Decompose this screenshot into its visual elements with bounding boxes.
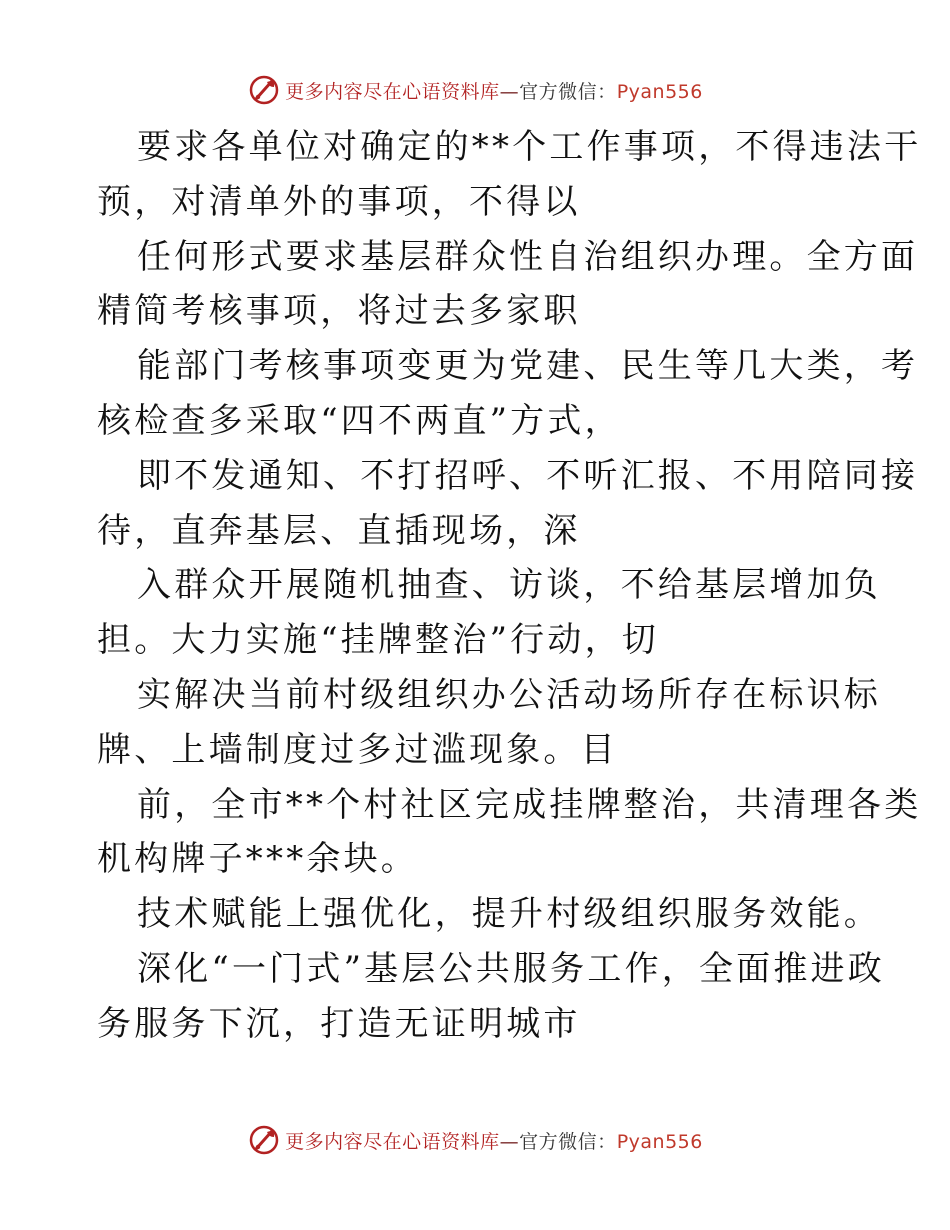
body-line: 务服务下沉，打造无证明城市 (97, 1003, 581, 1044)
header-banner-text (285, 77, 703, 104)
quill-logo-icon (247, 1123, 281, 1157)
quill-logo-icon (247, 73, 281, 107)
body-line: 核检查多采取“四不两直”方式， (97, 400, 622, 441)
header-brand: 更多内容尽在心语资料库 (285, 80, 500, 103)
header-banner (0, 70, 950, 110)
body-line: 技术赋能上强优化，提升村级组织服务效能。 (137, 894, 881, 935)
header-wechat-handle: Pyan556 (616, 80, 703, 103)
header-wechat-label: 官方微信： (519, 80, 617, 103)
body-line: 预，对清单外的事项，不得以 (97, 181, 581, 222)
body-line: 前，全市**个村社区完成挂牌整治，共清理各类 (137, 784, 922, 825)
body-line: 任何形式要求基层群众性自治组织办理。全方面 (137, 236, 919, 277)
body-line: 能部门考核事项变更为党建、民生等几大类，考 (137, 346, 919, 387)
footer-brand: 更多内容尽在心语资料库 (285, 1130, 500, 1153)
document-body (97, 120, 922, 1052)
body-line: 担。大力实施“挂牌整治”行动，切 (97, 620, 659, 661)
footer-wechat-label: 官方微信： (519, 1130, 617, 1153)
footer-banner (0, 1120, 950, 1160)
footer-dash: — (499, 1130, 520, 1153)
body-line: 入群众开展随机抽查、访谈，不给基层增加负 (137, 565, 881, 606)
body-line: 精简考核事项，将过去多家职 (97, 291, 581, 332)
body-line: 待，直奔基层、直插现场，深 (97, 510, 581, 551)
body-line: 要求各单位对确定的**个工作事项，不得违法干 (137, 127, 922, 167)
body-line: 牌、上墙制度过多过滥现象。目 (97, 729, 618, 770)
header-dash: — (499, 80, 520, 103)
footer-banner-text (285, 1127, 703, 1154)
footer-wechat-handle: Pyan556 (616, 1130, 703, 1153)
body-line: 深化“一门式”基层公共服务工作，全面推进政 (137, 948, 885, 989)
body-line: 即不发通知、不打招呼、不听汇报、不用陪同接 (137, 455, 919, 496)
body-line: 机构牌子***余块。 (97, 839, 418, 880)
body-line: 实解决当前村级组织办公活动场所存在标识标 (137, 674, 881, 715)
